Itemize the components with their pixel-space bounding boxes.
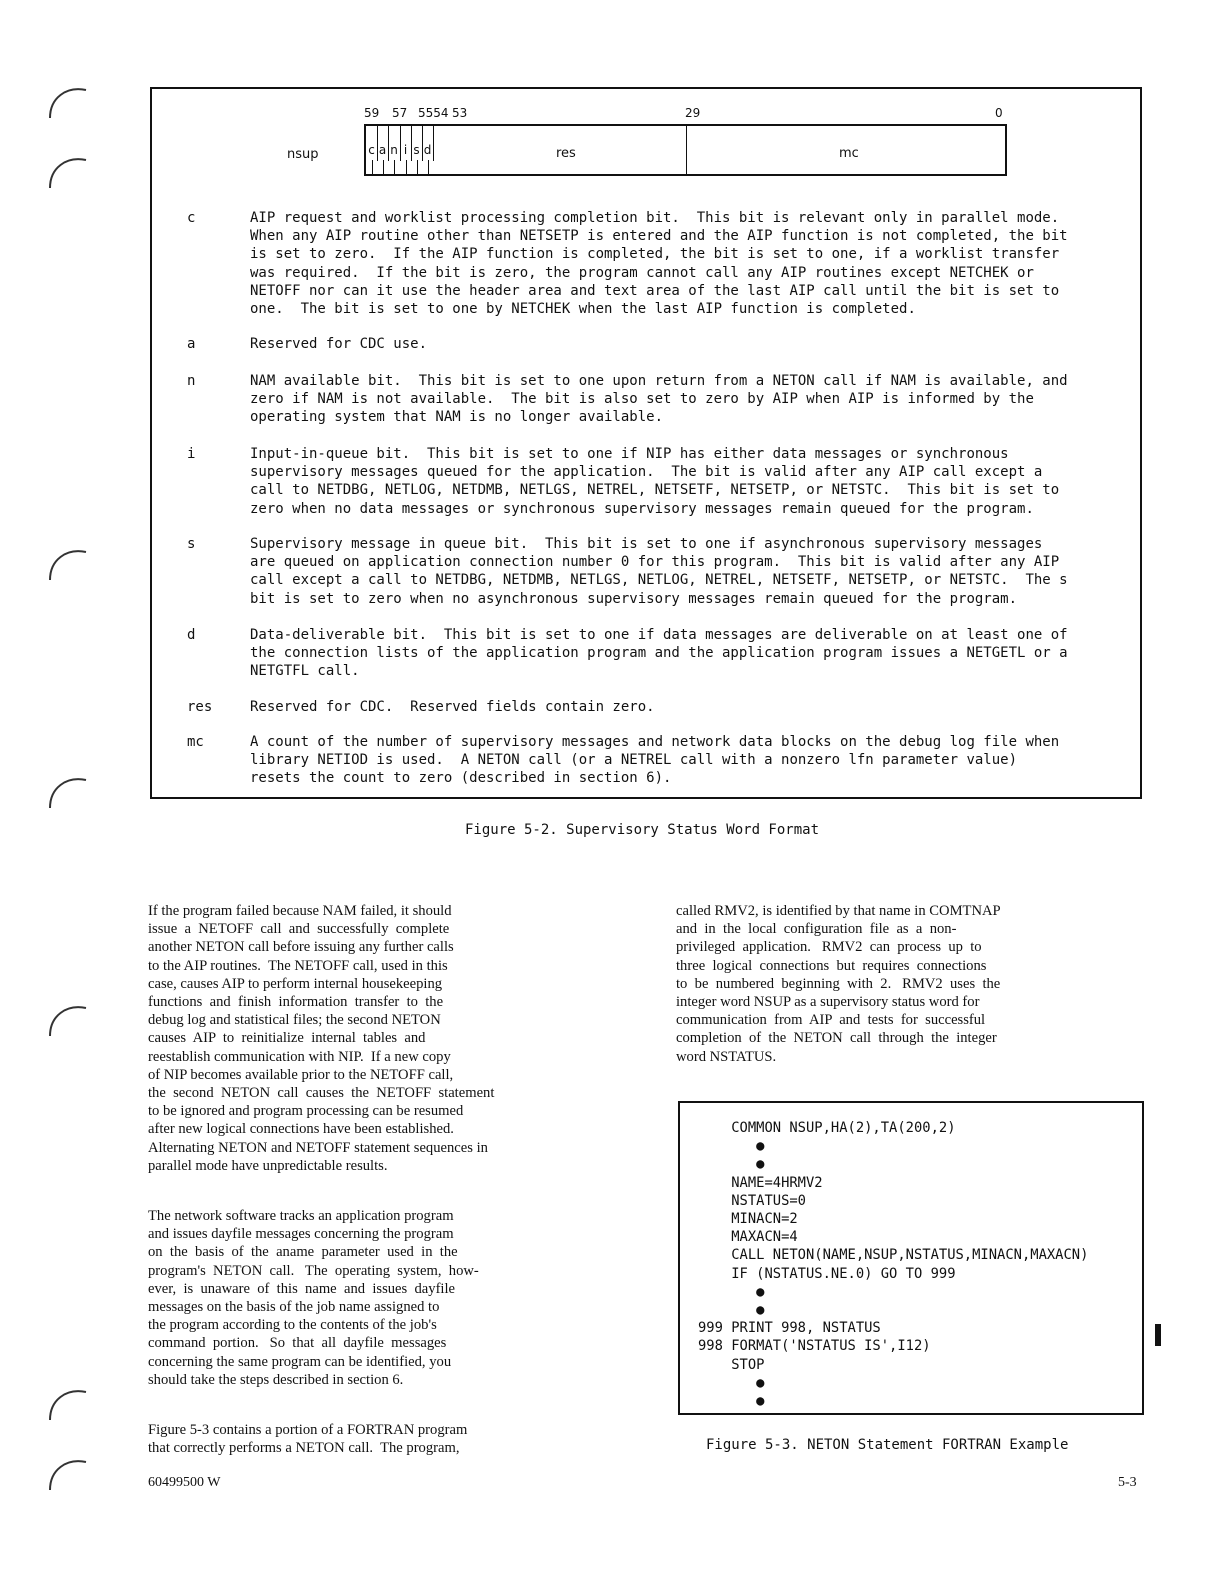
body-paragraph: Figure 5-3 contains a portion of a FORTRAN program that correctly performs a NETON call. The program,: [148, 1422, 468, 1457]
fortran-code-listing: COMMON NSUP,HA(2),TA(200,2) ● ● NAME=4HRMV2 NSTATUS=0 MINACN=2 MAXACN=4 CALL NETON(NAME,NSUP,NSTATUS,MINACN,MAXACN) IF (NSTATUS.NE.0) GO TO 999 ● ● 999 PRINT 998, NSTATUS 998 FORMAT('NSTATUS IS',I12) STOP ● ●: [698, 1120, 1089, 1410]
binder-hole-mark: [46, 998, 92, 1038]
definition-symbol: n: [187, 373, 196, 389]
bit-tick: [417, 160, 418, 174]
definition-text: Data-deliverable bit. This bit is set to one if data messages are deliverable on at least one of the connection lists of the application program and the application program issues a NETGETL or a NETGTFL call.: [250, 627, 1068, 680]
binder-hole-mark: [46, 80, 92, 120]
definition-symbol: mc: [187, 734, 204, 750]
document-number: 60499500 W: [148, 1475, 221, 1490]
binder-hole-mark: [46, 150, 92, 190]
definition-symbol: s: [187, 536, 196, 552]
bit-position-0: 0: [995, 106, 1003, 120]
bit-field-n: n: [388, 126, 401, 161]
definition-text: Reserved for CDC use.: [250, 336, 428, 352]
binder-hole-mark: [46, 542, 92, 582]
definition-text: NAM available bit. This bit is set to one upon return from a NETON call if NAM is available, and zero if NAM is not available. The bit is also set to zero by AIP when AIP is informed by the operating system that NAM is no longer available.: [250, 373, 1068, 426]
body-paragraph: called RMV2, is identified by that name in COMTNAP and in the local configuration file as a non- privileged application. RMV2 can process up to three logical connections but requires connections to be numbered beginning with 2. RMV2 uses the integer word NSUP as a supervisory status word for communication from AIP and tests for successful completion of the NETON call through the integer word NSTATUS.: [676, 903, 1001, 1065]
bit-field-c: c: [366, 126, 378, 161]
bit-position-5554: 5554: [418, 106, 449, 120]
figure-5-2-caption: Figure 5-2. Supervisory Status Word Format: [465, 822, 820, 838]
bit-field-d: d: [422, 126, 434, 161]
bit-field-a: a: [377, 126, 389, 161]
field-divider: [686, 126, 687, 174]
binder-hole-mark: [46, 1382, 92, 1422]
bit-tick: [428, 160, 429, 174]
bit-position-29: 29: [685, 106, 701, 120]
bit-field-s: s: [411, 126, 423, 161]
definition-symbol: a: [187, 336, 196, 352]
figure-5-2-box: [150, 87, 1142, 799]
bit-tick: [372, 160, 373, 174]
status-word-diagram: [364, 124, 1007, 176]
bit-field-i: i: [400, 126, 412, 161]
figure-5-3-caption: Figure 5-3. NETON Statement FORTRAN Example: [706, 1437, 1069, 1453]
bit-tick: [383, 160, 384, 174]
field-res-label: res: [556, 146, 576, 161]
bit-position-57: 57: [392, 106, 408, 120]
bit-position-59: 59: [364, 106, 380, 120]
figure-5-3-code-box: [678, 1101, 1144, 1415]
definition-symbol: i: [187, 446, 196, 462]
body-paragraph: If the program failed because NAM failed, it should issue a NETOFF call and successfully complete another NETON call before issuing any further calls to the AIP routines. The NETOFF call, used in this case, causes AIP to perform internal housekeeping functions and finish information transfer to the debug log and statistical files; the second NETON causes AIP to reinitialize internal tables and reestablish communication with NIP. If a new copy of NIP becomes available prior to the NETOFF call, the second NETON call causes the NETOFF statement to be ignored and program processing can be resumed after new logical connections have been established. Alternating NETON and NETOFF statement sequences in parallel mode have unpredictable results.: [148, 903, 495, 1174]
definition-symbol: c: [187, 210, 196, 226]
definition-symbol: d: [187, 627, 196, 643]
binder-hole-mark: [46, 1452, 92, 1492]
definition-text: AIP request and worklist processing completion bit. This bit is relevant only in parallel mode. When any AIP routine other than NETSETP is entered and the AIP function is not completed, the bit is set to zero. If the AIP function is completed, the bit is set to one, if a worklist transfer was required. If the bit is zero, the program cannot call any AIP routines except NETCHEK or NETOFF nor can it use the header area and text area of the last AIP call until the bit is set to one. The bit is set to one by NETCHEK when the last AIP function is completed.: [250, 210, 1068, 318]
change-bar: [1155, 1324, 1161, 1346]
bit-tick: [394, 160, 395, 174]
word-label-nsup: nsup: [287, 147, 319, 162]
bit-tick: [406, 160, 407, 174]
page-number: 5-3: [1118, 1475, 1137, 1490]
field-mc-label: mc: [839, 146, 859, 161]
definition-text: Supervisory message in queue bit. This bit is set to one if asynchronous supervisory messages are queued on application connection number 0 for this program. This bit is valid after any AIP call except a call to NETDBG, NETDMB, NETLGS, NETLOG, NETREL, NETSETF, NETSETP, or NETSTC. The s bit is set to zero when no asynchronous supervisory messages remain queued for the program.: [250, 536, 1068, 607]
body-paragraph: The network software tracks an application program and issues dayfile messages concerning the program on the basis of the aname parameter used in the program's NETON call. The operating system, how- ever, is unaware of this name and issues dayfile messages on the basis of the job name assigned to the program according to the contents of the job's command portion. So that all dayfile messages concerning the same program can be identified, you should take the steps described in section 6.: [148, 1208, 479, 1388]
binder-hole-mark: [46, 770, 92, 810]
definition-text: Input-in-queue bit. This bit is set to one if NIP has either data messages or synchronous supervisory messages queued for the application. The bit is valid after any AIP call except a call to NETDBG, NETLOG, NETDMB, NETLGS, NETREL, NETSETF, NETSETP, or NETSTC. This bit is set to zero when no data messages or synchronous supervisory messages remain queued for the program.: [250, 446, 1060, 517]
definition-text: Reserved for CDC. Reserved fields contain zero.: [250, 699, 655, 715]
definition-symbol: res: [187, 699, 213, 715]
bit-position-53: 53: [452, 106, 468, 120]
definition-text: A count of the number of supervisory messages and network data blocks on the debug log file when library NETIOD is used. A NETON call (or a NETREL call with a nonzero lfn parameter value) resets the count to zero (described in section 6).: [250, 734, 1060, 787]
